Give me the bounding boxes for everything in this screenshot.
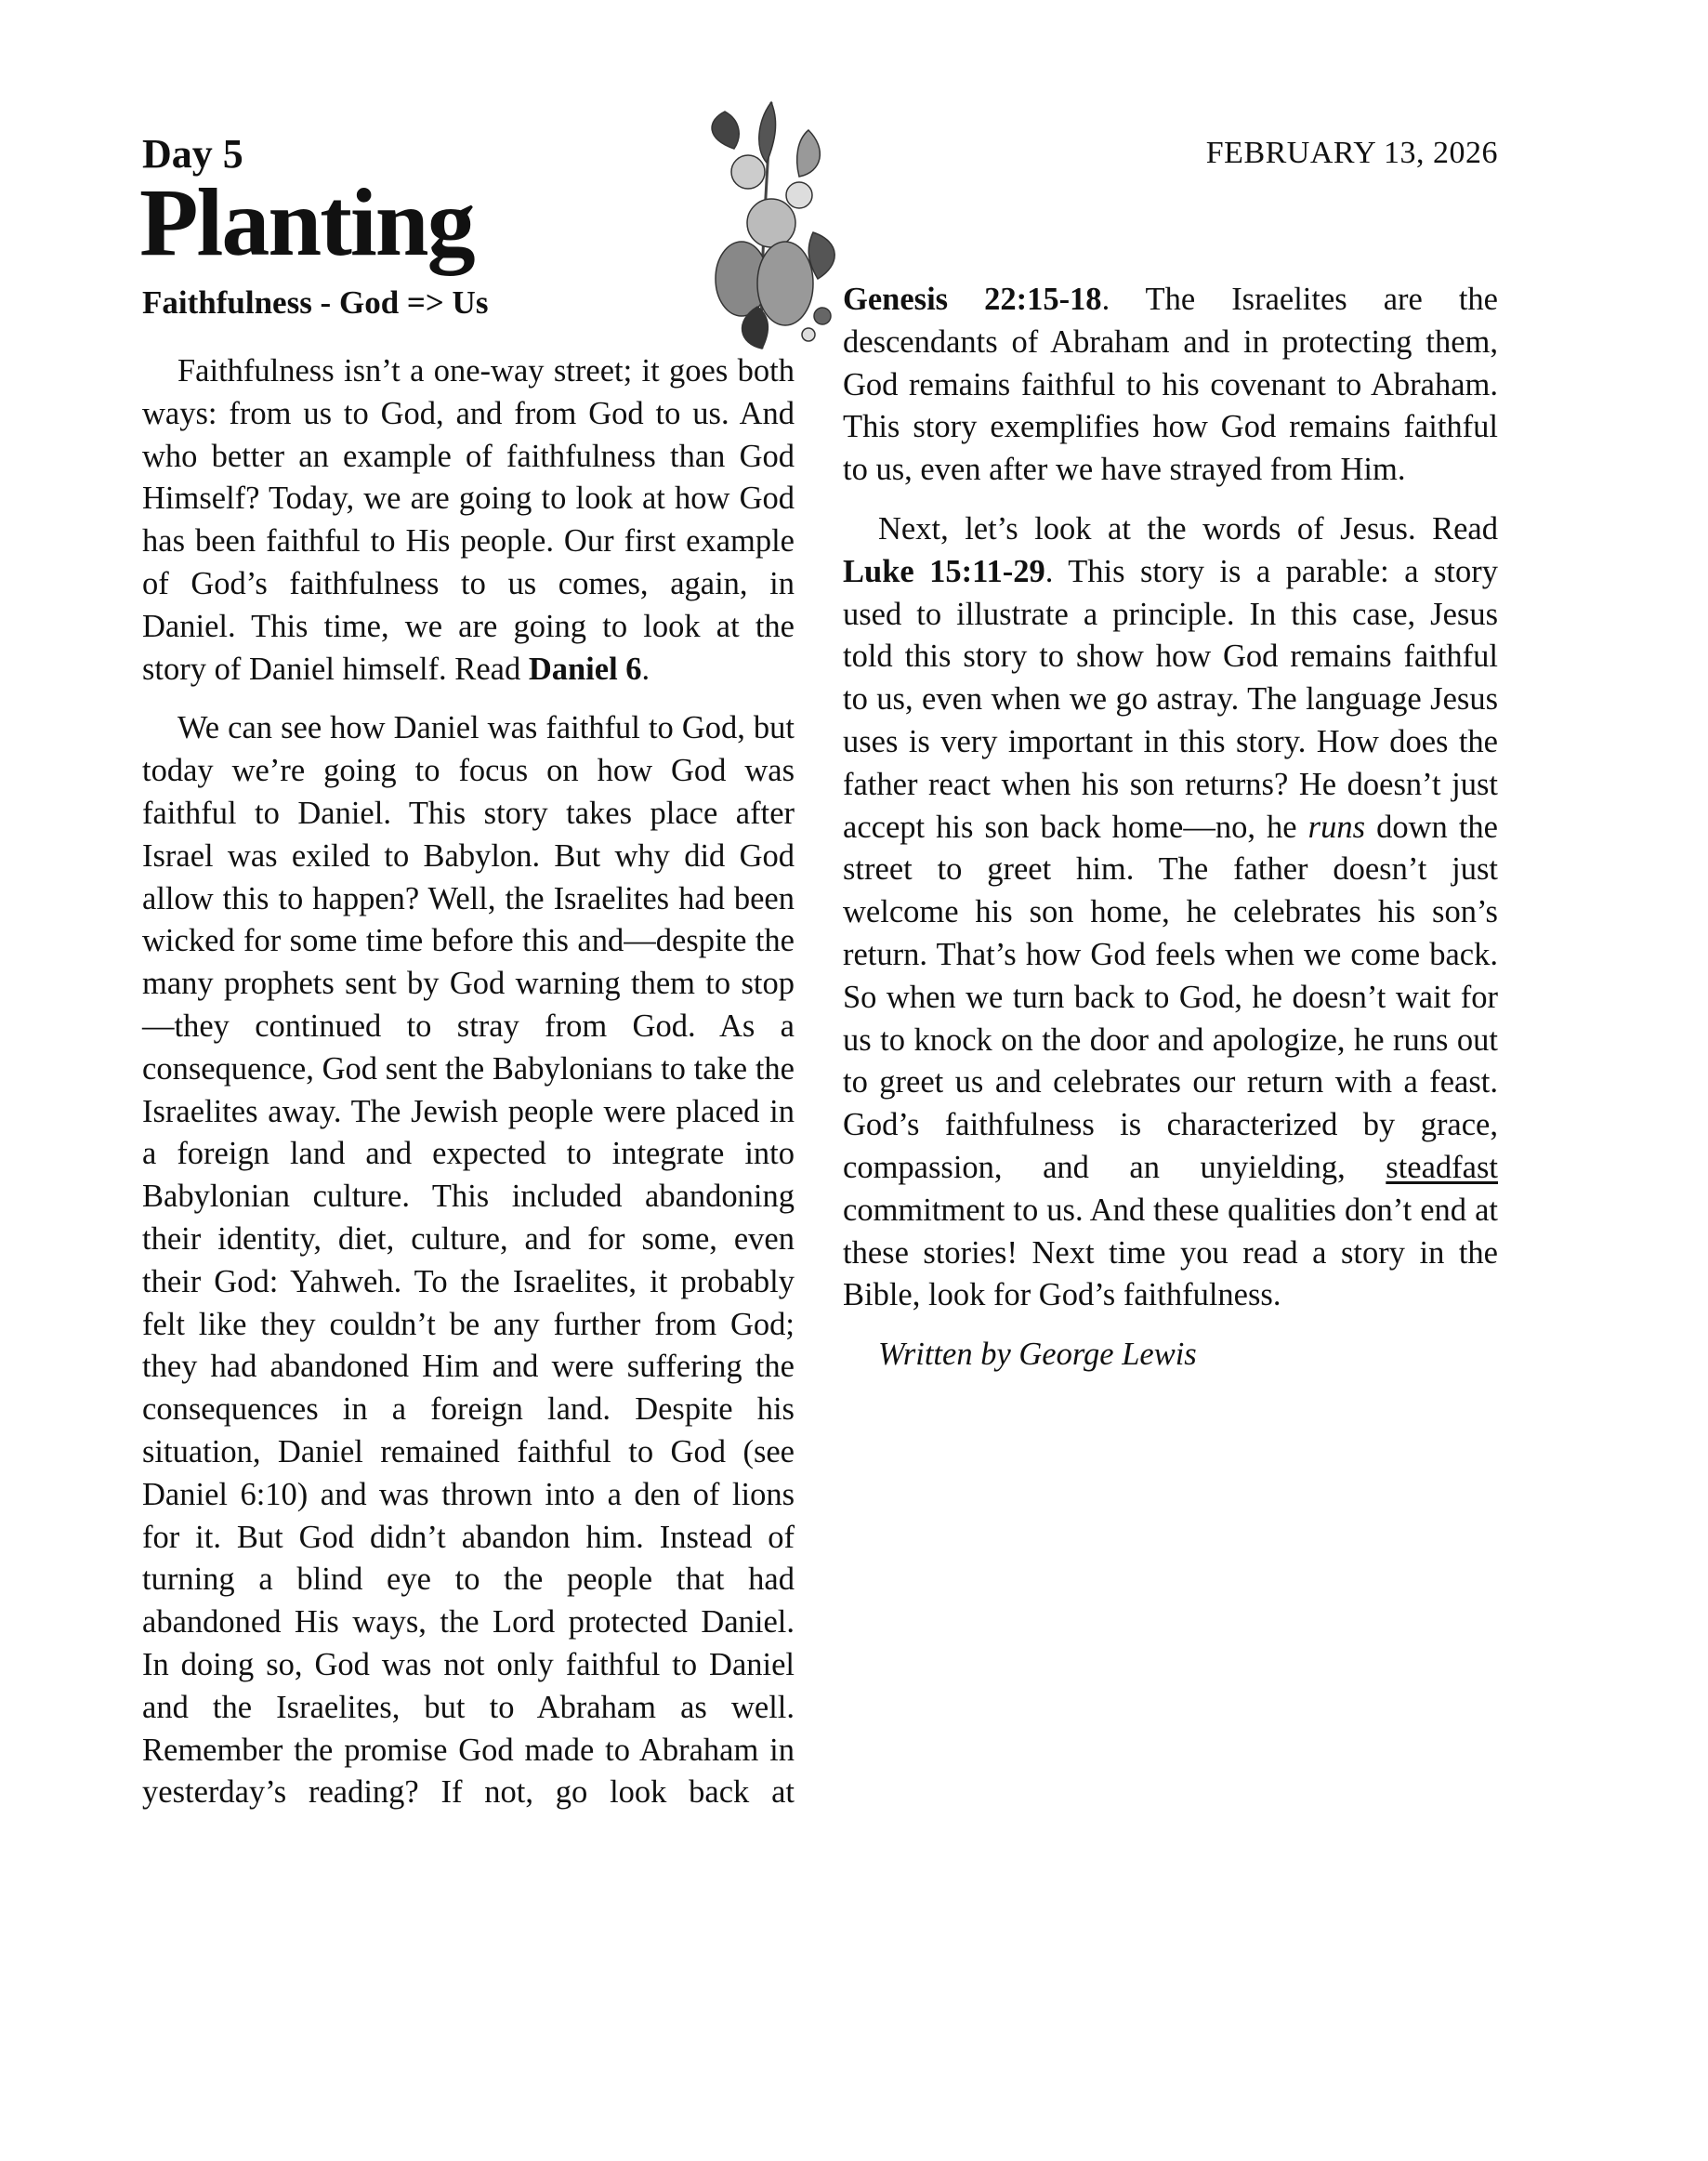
paragraph-text: Faithfulness isn’t a one-way street; it goes both ways: from us to God, and from God to us. And who better an example of faithfulness than God Himself? Today, we are going to look at how God has been faithful to His people. Our first example of God’s faithfulness to us comes, again, in Daniel. This time, we are going to look at the story of Daniel himself. Read xyxy=(142,353,795,687)
paragraph-text: commitment to us. And these qualities don’t end at these stories! Next time you read a story in the Bible, look for God’s faithfulness. xyxy=(843,1192,1498,1313)
paragraph-2-continued xyxy=(843,279,1498,492)
paragraph-text: Next, let’s look at the words of Jesus. Read xyxy=(878,510,1498,547)
paragraph-text: . This story is a parable: a story used to illustrate a principle. In this case, Jesus told this story to show how God remains faithful to us, even when we go astray. The language Jesus uses is very important in this story. How does the father react when his son returns? He doesn’t just accept his son back home—no, he xyxy=(843,553,1498,845)
underlined-word: steadfast xyxy=(1386,1149,1498,1185)
left-column xyxy=(142,350,795,1831)
date: FEBRUARY 13, 2026 xyxy=(1205,136,1498,170)
flower-illustration-icon xyxy=(669,84,855,353)
scripture-reference: Genesis 22:15-18 xyxy=(843,282,1102,317)
page-title: Planting xyxy=(139,169,474,276)
day-label: Day 5 xyxy=(142,131,243,177)
emphasis: runs xyxy=(1307,809,1366,845)
scripture-reference: Luke 15:11-29 xyxy=(843,553,1045,589)
paragraph-1 xyxy=(142,350,795,691)
punctuation: . xyxy=(641,651,650,687)
paragraph-3 xyxy=(843,508,1498,1317)
author-signature: Written by George Lewis xyxy=(878,1337,1197,1373)
subtitle: Faithfulness - God => Us xyxy=(142,284,489,321)
paragraph-2: We can see how Daniel was faithful to God, but today we’re going to focus on how God was faithful to Daniel. This story takes place after Israel was exiled to Babylon. But why did God allow this to happen? Well, the Israelites had been wicked for some time before this and—despite the many prophets sent by God warning them to stop—they continued to stray from God. As a consequence, God sent the Babylonians to take the Israelites away. The Jewish people were placed in a foreign land and expected to integrate into Babylonian culture. This included abandoning their identity, diet, culture, and for some, even their God: Yahweh. To the Israelites, it probably felt like they couldn’t be any further from God; they had abandoned Him and were suffering the consequences in a foreign land. Despite his situation, Daniel remained faithful to God (see Daniel 6:10) and was thrown into a den of lions for it. But God didn’t abandon him. Instead of turning a blind eye to the people that had abandoned His ways, the Lord protected Daniel. In doing so, God was not only faithful to Daniel and the Israelites, but to Abraham as well. Remember the promise God made to Abraham in yesterday’s reading? If not, go look back at xyxy=(142,710,795,1811)
paragraph-text: . The Israelites are the descendants of Abraham and in protecting them, God remains faithful to his covenant to Abraham. This story exemplifies how God remains faithful to us, even after we have strayed from Him. xyxy=(843,282,1498,488)
scripture-reference: Daniel 6 xyxy=(528,651,642,687)
paragraph-text: down the street to greet him. The father doesn’t just welcome his son home, he celebrates his son’s return. That’s how God feels when we come back. So when we turn back to God, he doesn’t wait for us to knock on the door and apologize, he runs out to greet us and celebrates our return with a feast. God’s faithfulness is characterized by grace, compassion, and an unyielding, xyxy=(843,809,1498,1185)
right-column xyxy=(843,279,1498,1377)
